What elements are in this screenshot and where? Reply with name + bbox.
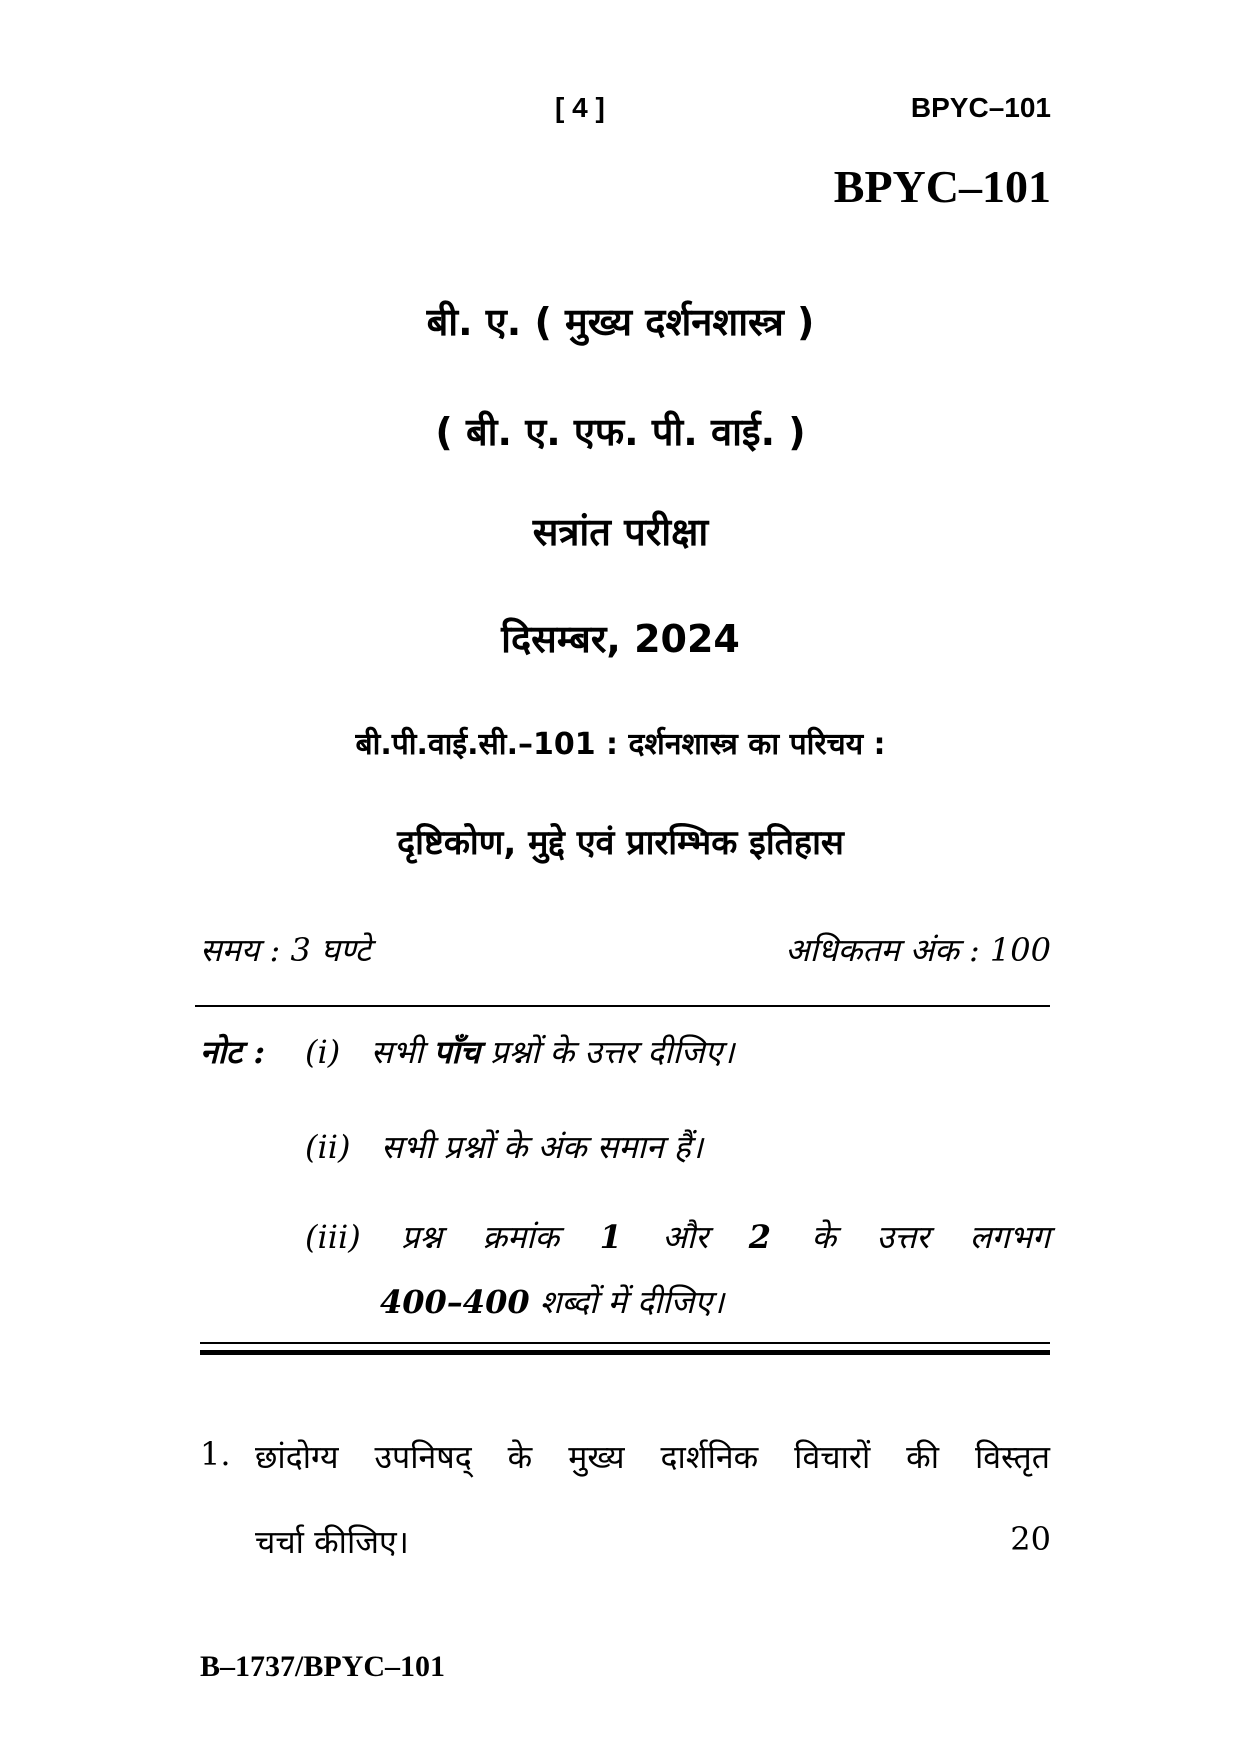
note-item-text: सभी [370,1033,424,1071]
note-item-text: के उत्तर लगभग [811,1218,1050,1256]
note-item-text: सभी प्रश्नों के अंक समान हैं। [380,1128,703,1166]
programme-title: बी. ए. ( मुख्य दर्शनशास्त्र ) [426,300,815,344]
note-item-3 [305,1215,1050,1258]
maximum-marks: अधिकतम अंक : 100 [785,931,1051,969]
question-number: 1. [200,1435,231,1473]
note-item-text: प्रश्न क्रमांक [401,1218,560,1256]
divider-line-thin [200,1342,1050,1344]
note-emphasis: 2 [748,1218,771,1256]
question-text-line2: चर्चा कीजिए। [255,1523,409,1561]
note-label: नोट : [200,1033,266,1071]
note-item-text: और [662,1218,709,1256]
note-item-3-continued [380,1280,724,1323]
note-item-text: प्रश्नों के उत्तर दीजिए। [490,1033,735,1071]
note-item-1 [305,1030,734,1073]
programme-subtitle: ( बी. ए. एफ. पी. वाई. ) [435,410,806,454]
note-emphasis: 400–400 [380,1283,530,1321]
note-emphasis: पाँच [433,1033,481,1071]
exam-duration: समय : 3 घण्टे [200,931,371,969]
exam-date: दिसम्बर, 2024 [501,617,740,661]
course-code-title: BPYC–101 [833,161,1051,212]
note-item-text: शब्दों में दीजिए। [539,1283,725,1321]
footer-code: B–1737/BPYC–101 [200,1650,446,1683]
course-title-line2: दृष्टिकोण, मुद्दे एवं प्रारम्भिक इतिहास [397,823,844,863]
note-item-number: (ii) [305,1128,351,1166]
divider-line-thick [200,1350,1050,1355]
question-marks: 20 [1010,1520,1051,1558]
note-item-2 [305,1125,703,1168]
note-item-number: (i) [305,1033,341,1071]
note-emphasis: 1 [599,1218,622,1256]
divider-line [195,1005,1050,1007]
page-number: [ 4 ] [555,92,605,123]
course-title-line1: बी.पी.वाई.सी.–101 : दर्शनशास्त्र का परिचय : [355,727,886,762]
question-text-line1: छांदोग्य उपनिषद् के मुख्य दार्शनिक विचारों की विस्तृत [255,1438,1050,1476]
note-item-number: (iii) [305,1218,361,1256]
header-course-code: BPYC–101 [910,92,1051,123]
exam-type: सत्रांत परीक्षा [532,510,709,554]
